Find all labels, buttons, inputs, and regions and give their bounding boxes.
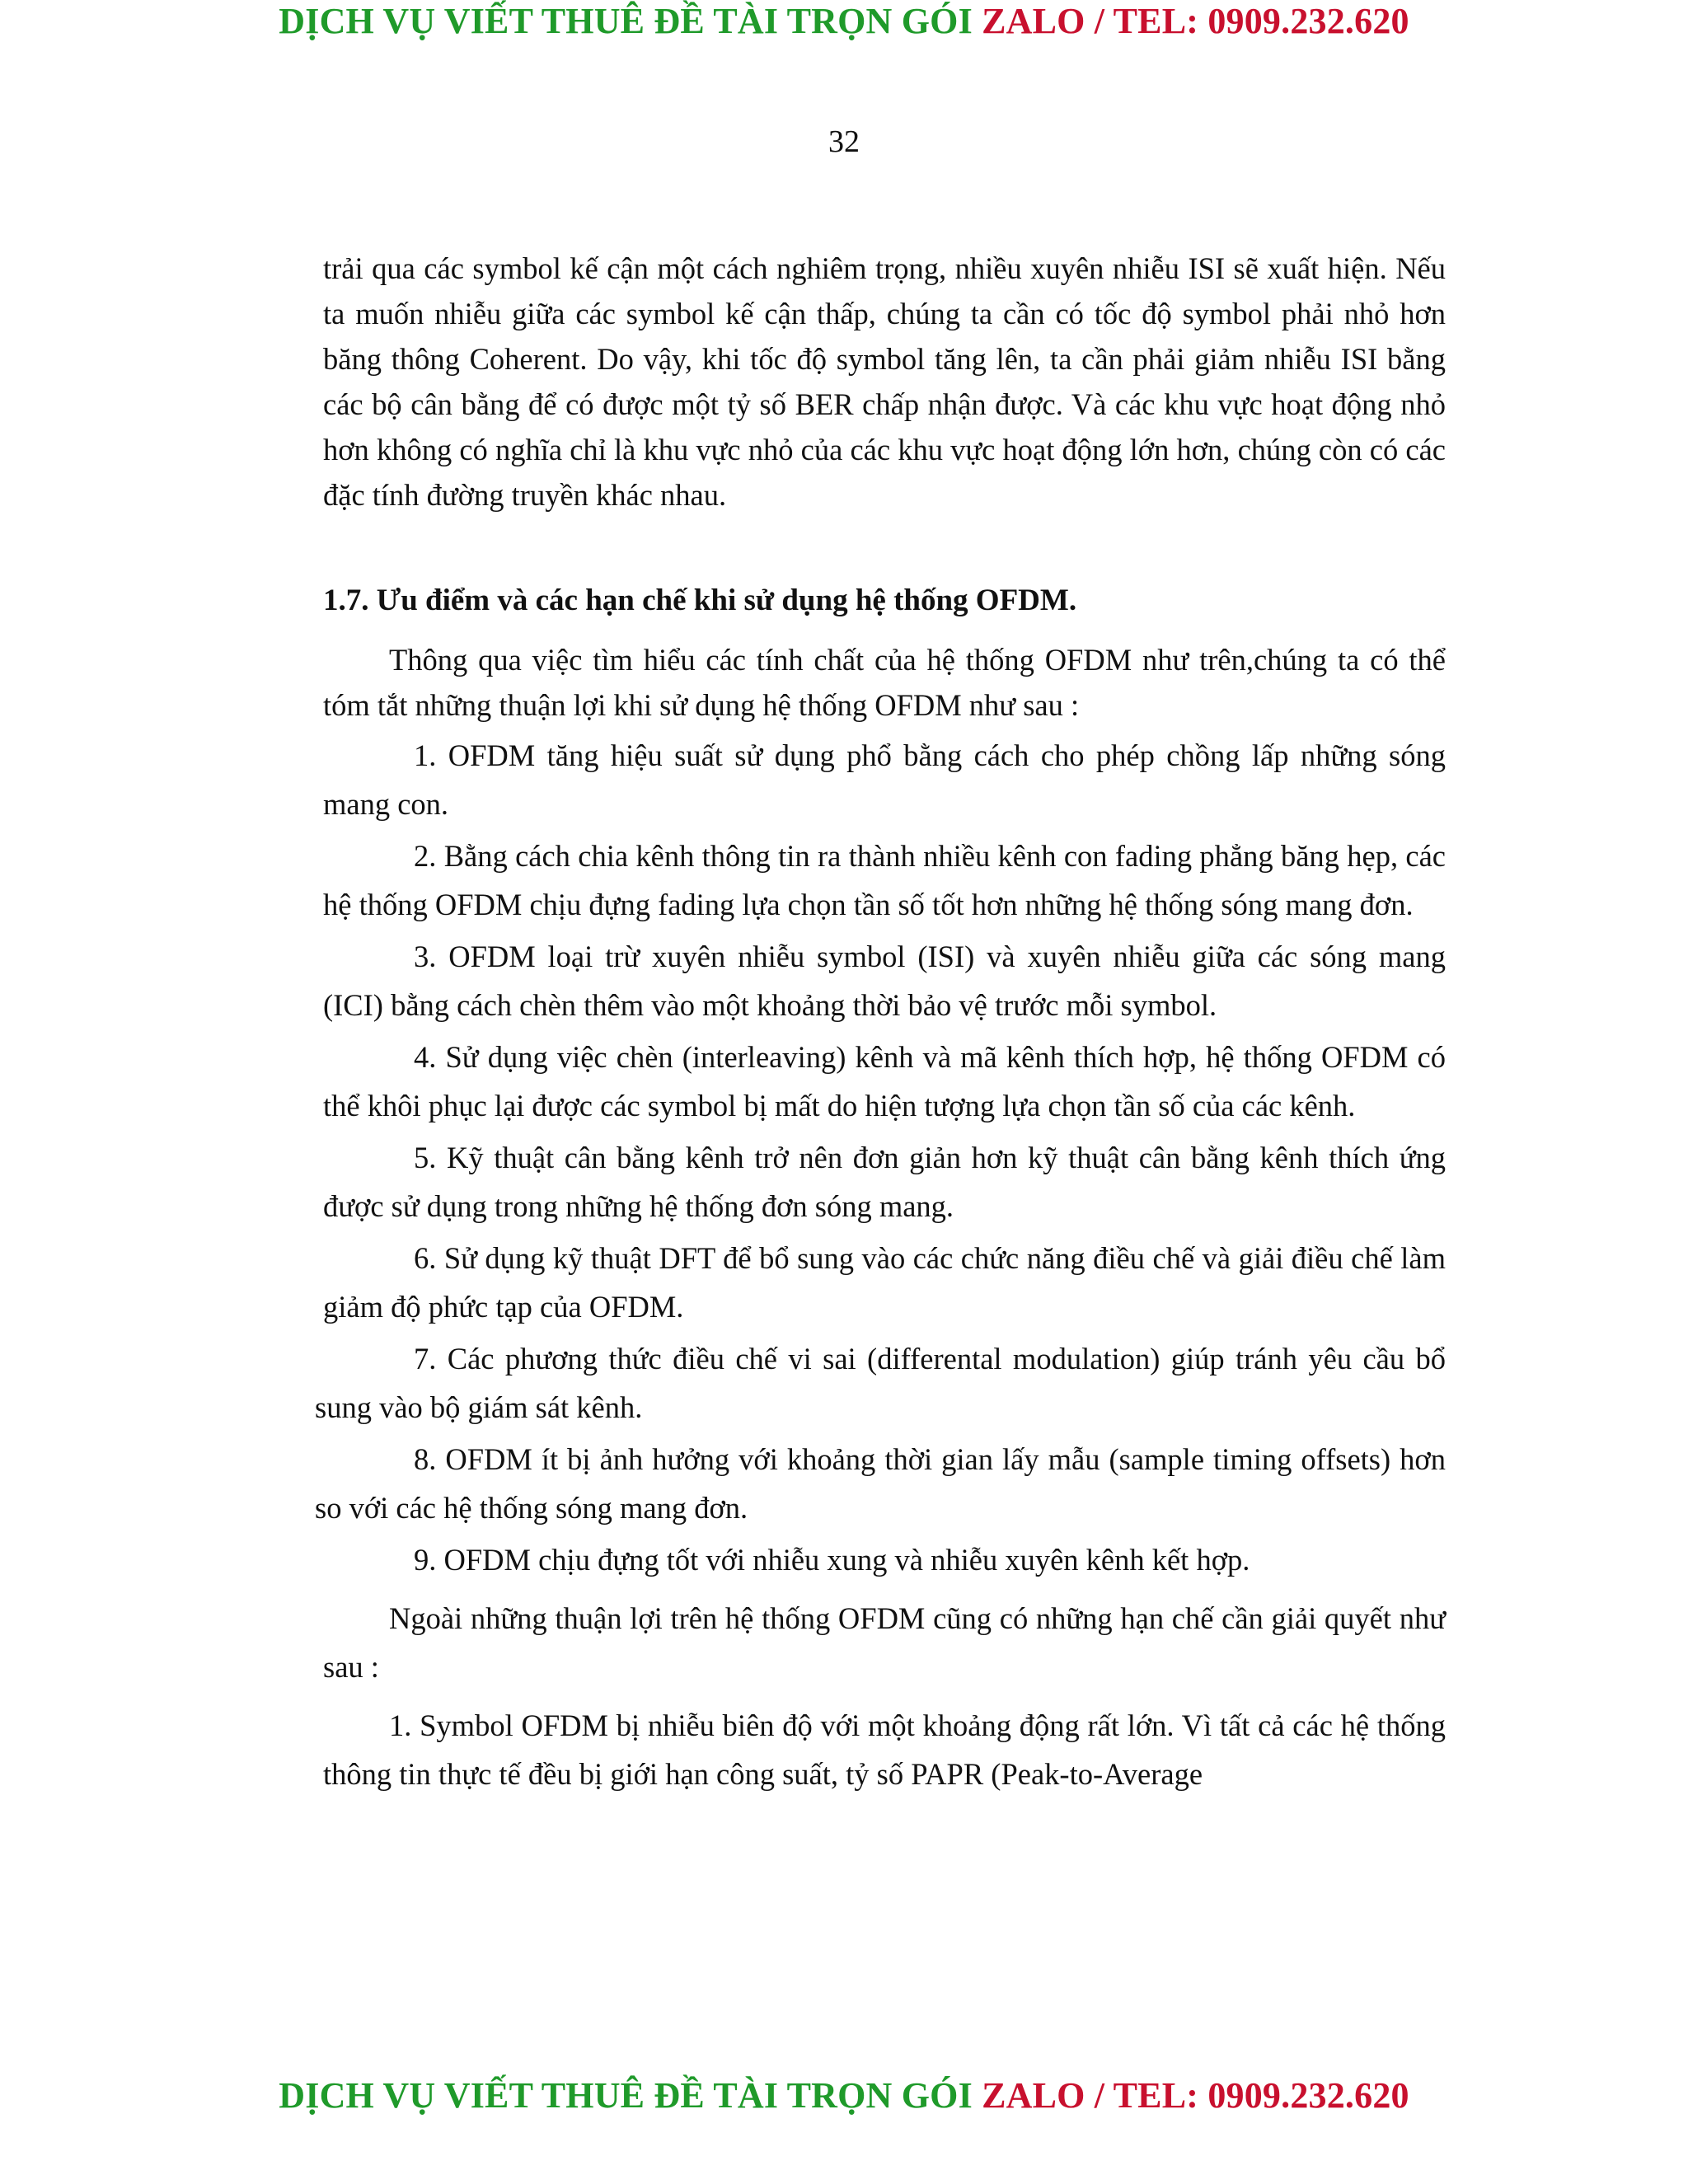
banner-contact-text: ZALO / TEL: 0909.232.620 [982,1,1409,41]
advantage-item-7: 7. Các phương thức điều chế vi sai (differental modulation) giúp tránh yêu cầu bổ sung vào bộ giám sát kênh. [315,1342,1446,1424]
advantage-item-3: 3. OFDM loại trừ xuyên nhiễu symbol (ISI) và xuyên nhiễu giữa các sóng mang (ICI) bằng cách chèn thêm vào một khoảng thời bảo vệ trước mỗi symbol. [323,940,1446,1022]
advantage-item-8: 8. OFDM ít bị ảnh hưởng với khoảng thời gian lấy mẫu (sample timing offsets) hơn so với các hệ thống sóng mang đơn. [315,1442,1446,1525]
section-heading: 1.7. Ưu điểm và các hạn chế khi sử dụng hệ thống OFDM. [323,583,1077,617]
advantage-item-1: 1. OFDM tăng hiệu suất sử dụng phổ bằng cách cho phép chồng lấp những sóng mang con. [323,738,1446,821]
banner-service-text: DỊCH VỤ VIẾT THUÊ ĐỀ TÀI TRỌN GÓI [279,1,982,41]
advantage-item-9: 9. OFDM chịu đựng tốt với nhiễu xung và nhiễu xuyên kênh kết hợp. [414,1543,1250,1577]
advantage-item-4: 4. Sử dụng việc chèn (interleaving) kênh và mã kênh thích hợp, hệ thống OFDM có thể khôi phục lại được các symbol bị mất do hiện tượng lựa chọn tần số của các kênh. [323,1040,1446,1122]
document-body [315,246,1446,1798]
page-number: 32 [828,124,860,159]
intro-paragraph: trải qua các symbol kế cận một cách nghiêm trọng, nhiều xuyên nhiễu ISI sẽ xuất hiện. Nếu ta muốn nhiễu giữa các symbol kế cận thấp, chúng ta cần có tốc độ symbol phải nhỏ hơn băng thông Coherent. Do vậy, khi tốc độ symbol tăng lên, ta cần phải giảm nhiễu ISI bằng các bộ cân bằng để có được một tỷ số BER chấp nhận được. Và các khu vực hoạt động nhỏ hơn không có nghĩa chỉ là khu vực nhỏ của các khu vực hoạt động lớn hơn, chúng còn có các đặc tính đường truyền khác nhau. [323,251,1446,512]
advantages-lead-paragraph: Thông qua việc tìm hiểu các tính chất của hệ thống OFDM như trên,chúng ta có thể tóm tắt những thuận lợi khi sử dụng hệ thống OFDM như sau : [323,643,1446,722]
advantage-item-2: 2. Bằng cách chia kênh thông tin ra thành nhiều kênh con fading phẳng băng hẹp, các hệ thống OFDM chịu đựng fading lựa chọn tần số tốt hơn những hệ thống sóng mang đơn. [323,839,1446,921]
advantage-item-6: 6. Sử dụng kỹ thuật DFT để bổ sung vào các chức năng điều chế và giải điều chế làm giảm độ phức tạp của OFDM. [323,1241,1446,1324]
footer-contact-text: ZALO / TEL: 0909.232.620 [982,2075,1409,2116]
limitations-lead-paragraph: Ngoài những thuận lợi trên hệ thống OFDM cũng có những hạn chế cần giải quyết như sau : [323,1601,1446,1684]
limitation-item-1: 1. Symbol OFDM bị nhiễu biên độ với một khoảng động rất lớn. Vì tất cả các hệ thống thông tin thực tế đều bị giới hạn công suất, tỷ số PAPR (Peak-to-Average [323,1708,1446,1791]
footer-banner [0,2074,1688,2116]
footer-service-text: DỊCH VỤ VIẾT THUÊ ĐỀ TÀI TRỌN GÓI [279,2075,982,2116]
header-banner [0,0,1688,42]
advantage-item-5: 5. Kỹ thuật cân bằng kênh trở nên đơn giản hơn kỹ thuật cân bằng kênh thích ứng được sử dụng trong những hệ thống đơn sóng mang. [323,1141,1446,1223]
